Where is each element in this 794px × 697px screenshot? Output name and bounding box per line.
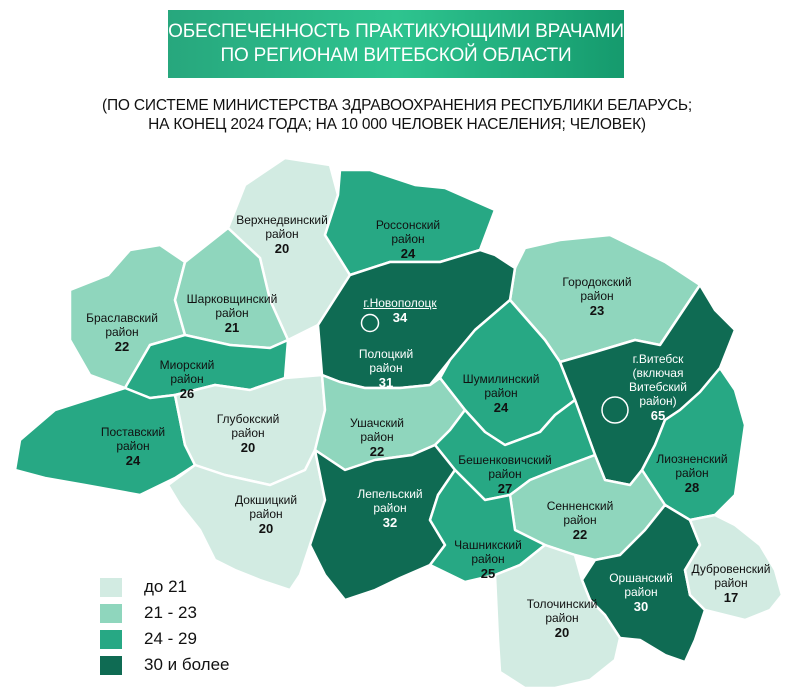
value-gorodoksky: 23: [589, 303, 605, 318]
label-dokshitsky: Докшицкий район 20: [234, 493, 298, 536]
value-orshansky: 30: [633, 599, 649, 614]
label-dubrovensky: Дубровенский район 17: [691, 562, 771, 605]
value-sharkovshchinsky: 21: [224, 320, 240, 335]
legend-swatch-3: [100, 630, 122, 649]
label-ushachsky: Ушачский район 22: [349, 416, 405, 459]
subtitle-line-2: НА КОНЕЦ 2024 ГОДА; НА 10 000 ЧЕЛОВЕК НАСЕЛЕНИЯ; ЧЕЛОВЕК): [148, 116, 646, 133]
value-beshenkovichsky: 27: [497, 481, 513, 496]
label-sharkovshchinsky: Шарковщинский район 21: [186, 292, 278, 335]
subtitle-line-1: (ПО СИСТЕМЕ МИНИСТЕРСТВА ЗДРАВООХРАНЕНИЯ РЕСПУБЛИКИ БЕЛАРУСЬ;: [102, 97, 692, 114]
value-sennensky: 22: [572, 527, 588, 542]
value-novopolotsk: 34: [392, 310, 408, 325]
value-shumilinsky: 24: [493, 400, 509, 415]
label-orshansky: Оршанский район 30: [609, 571, 673, 614]
legend-swatch-2: [100, 604, 122, 623]
legend-swatch-1: [100, 578, 122, 597]
label-liozno: Лиозненский район 28: [656, 452, 728, 495]
legend-item-1: [100, 574, 230, 600]
label-tolochinsky: Толочинский район 20: [526, 597, 598, 640]
label-gluboksky: Глубокский район 20: [216, 412, 280, 455]
value-polotsky: 31: [378, 375, 394, 390]
value-dubrovensky: 17: [723, 590, 739, 605]
legend-label-2: 21 - 23: [144, 603, 197, 622]
label-beshenkovichsky: Бешенковичский район 27: [458, 453, 552, 496]
legend: [100, 574, 230, 678]
label-vitebsk: г.Витебск (включая Витебский район) 65: [628, 352, 688, 423]
legend-item-2: [100, 600, 230, 626]
legend-item-3: [100, 626, 230, 652]
label-braslavsky: Браславский район 22: [86, 311, 158, 354]
legend-item-4: [100, 652, 230, 678]
legend-swatch-4: [100, 656, 122, 675]
value-chashniksky: 25: [480, 566, 496, 581]
label-shumilinsky: Шумилинский район 24: [462, 372, 540, 415]
label-lepelsky: Лепельский район 32: [357, 487, 423, 530]
label-postavsky: Поставский район 24: [100, 425, 166, 468]
value-dokshitsky: 20: [258, 521, 274, 536]
value-verkhnedvinsky: 20: [274, 241, 290, 256]
title-line-2: ПО РЕГИОНАМ ВИТЕБСКОЙ ОБЛАСТИ: [220, 45, 572, 66]
value-liozno: 28: [684, 480, 700, 495]
value-vitebsk: 65: [650, 408, 666, 423]
value-miorsky: 26: [179, 386, 195, 401]
label-rossonsky: Россонский район 24: [375, 218, 441, 261]
label-sennensky: Сенненский район 22: [546, 499, 614, 542]
legend-label-3: 24 - 29: [144, 629, 197, 648]
label-polotsky: Полоцкий район 31: [358, 347, 414, 390]
value-ushachsky: 22: [369, 444, 385, 459]
value-postavsky: 24: [125, 453, 141, 468]
value-rossonsky: 24: [400, 246, 416, 261]
value-gluboksky: 20: [240, 440, 256, 455]
value-braslavsky: 22: [114, 339, 130, 354]
label-gorodoksky: Городокский район 23: [562, 275, 632, 318]
value-tolochinsky: 20: [554, 625, 570, 640]
label-novopolotsk: г.Новополоцк 34: [363, 296, 437, 325]
legend-label-1: до 21: [144, 577, 188, 596]
label-chashniksky: Чашникский район 25: [454, 538, 522, 581]
title-line-1: ОБЕСПЕЧЕННОСТЬ ПРАКТИКУЮЩИМИ ВРАЧАМИ: [168, 21, 624, 42]
label-miorsky: Миорский район 26: [159, 358, 215, 401]
label-verkhnedvinsky: Верхнедвинский район 20: [236, 213, 328, 256]
legend-label-4: 30 и более: [144, 655, 230, 674]
value-lepelsky: 32: [382, 515, 398, 530]
